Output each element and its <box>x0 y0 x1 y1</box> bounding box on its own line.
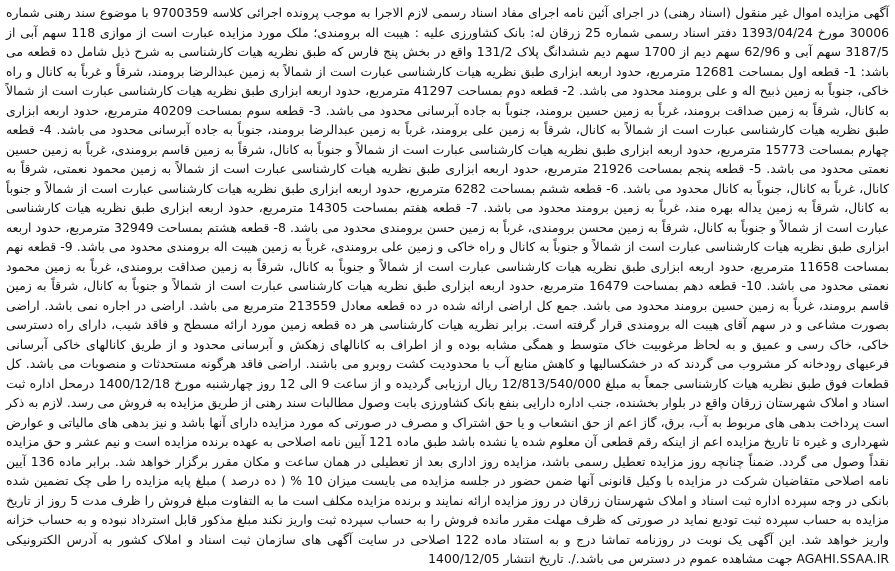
publish-date: تاریخ انتشار 1400/12/05 <box>428 551 564 566</box>
notice-body-text: آگهی مزایده اموال غیر منقول (اسناد رهنی) در اجرای آئین نامه اجرای مفاد اسناد رسمی لازم الاجرا به موجب پرونده اجرائی کلاسه 9700359 با موضوع سند رهنی شماره 30006 مورخ 1393/04/24 دفتر اسناد رسمی شماره 25 زرقان له: بانک کشاورزی علیه : هیبت اله برومندی؛ ملک مورد مزایده عبارت است از موازی 118 سهم آبی از 3187/5 سهم آبی و 62/96 سهم دیم از 1700 سهم دیم ششدانگ پلاک 131/2 واقع در بخش پنج فارس که طبق نظریه هیات کارشناسی به شرح ذیل شامل ده قطعه می باشد: 1- قطعه اول بمساحت 12681 مترمربع، حدود اربعه ابزاری طبق نظریه هیات کارشناسی عبارت است از شمالاً به زمین عبدالرضا برومند، شرقاً و غرباً به کانال و راه خاکی، جنوباً به زمین ذبیح اله و علی برومند محدود می باشد. 2- قطعه دوم بمساحت 41297 مترمربع، حدود اربعه ابزاری طبق نظریه هیات کارشناسی عبارت است از شمالاً به کانال، شرقاً به زمین صداقت برومند، غرباً به زمین حسین برومند، جنوباً به جاده آبرسانی محدود می باشد. 3- قطعه سوم بمساحت 40209 مترمربع، حدود اربعه ابزاری طبق نظریه هیات کارشناسی عبارت است از شمالاً به کانال، شرقاً به زمین علی برومند، غرباً به زمین عبدالرضا برومند، جنوباً به جاده آبرسانی محدود می باشد. 4- قطعه چهارم بمساحت 15773 مترمربع، حدود اربعه ابزاری طبق نظریه هیات کارشناسی عبارت است از شمالاً و جنوباً به کانال، شرقاً به زمین قاسم برومندی، غرباً به زمین حسین نعمتی محدود می باشد. 5- قطعه پنجم بمساحت 21926 مترمربع، حدود اربعه ابزاری طبق نظریه هیات کارشناسی عبارت است از شمالاً به زمین محمود نعمتی، شرقاً به کانال، غرباً به کانال، جنوباً به کانال محدود می باشد. 6- قطعه ششم بمساحت 6282 مترمربع، حدود اربعه ابزاری طبق نظریه هیات کارشناسی عبارت است از شمالاً و جنوباً به کانال، شرقاً به زمین یداله بهره مند، غرباً به زمین برومند محدود می باشد. 7- قطعه هفتم بمساحت 14305 مترمربع، حدود اربعه ابزاری طبق نظریه هیات کارشناسی عبارت است از شمالاً و جنوباً به کانال، شرقاً به زمین محسن برومندی، غرباً به زمین حسن برومندی محدود می باشد. 8- قطعه هشتم بمساحت 32949 مترمربع، حدود اربعه ابزاری طبق نظریه هیات کارشناسی عبارت است از شمالاً و جنوباً به کانال و راه خاکی و زمین علی برومندی، غرباً به زمین هیبت اله برومندی محدود می باشد. 9- قطعه نهم بمساحت 11658 مترمربع، حدود اربعه ابزاری طبق نظریه هیات کارشناسی عبارت است از شمالاً و جنوباً به کانال، شرقاً به زمین صداقت برومندی، غرباً به زمین محمود نعمتی محدود می باشد. 10- قطعه دهم بمساحت 16479 مترمربع، حدود اربعه ابزاری طبق نظریه هیات کارشناسی عبارت است از شمالاً و جنوباً به کانال، شرقاً به زمین قاسم برومند، غرباً به زمین حسین برومند محدود می باشد. جمع کل اراضی ارائه شده در ده قطعه معادل 213559 مترمربع می باشد. اراضی در اجاره نمی باشد. اراضی بصورت مشاعی و در سهم آقای هیبت اله برومندی قرار گرفته است. برابر نظریه هیات کارشناسی هر ده قطعه زمین مورد ارائه مسطح و فاقد شیب، دارای راه دسترسی خاکی، خاک رسی و عمیق و به لحاظ مرغوبیت خاک متوسط و همگی مشابه بوده و از اطراف به کانالهای زهکش و آبرسانی محدود و از طریق کانالهای خاکی آبرسانی فرعیهای رودخانه کر مشروب می گردند که در خشکسالیها و کاهش منابع آب با محدودیت کشت روبرو می باشند. اراضی فاقد هرگونه مستحدثات و منصوبات می باشد. کل قطعات فوق طبق نظریه هیات کارشناسی جمعاً به مبلغ 12/813/540/000 ریال ارزیابی گردیده و از ساعت 9 الی 12 روز چهارشنبه مورخ 1400/12/18 درمحل اداره ثبت اسناد و املاک شهرستان زرقان واقع در بلوار بخشنده، جنب اداره دارایی بنفع بانک کشاورزی بابت وصول مطالبات سند رهنی از طریق مزایده به فروش می رسد. لازم به ذکر است پرداخت بدهی های مربوط به آب، برق، گاز اعم از حق انشعاب و یا حق اشتراک و مصرف در صورتی که مورد مزایده دارای آنها باشد و نیز بدهی های مالیاتی و عوارض شهرداری و غیره تا تاریخ مزایده اعم از اینکه رقم قطعی آن معلوم شده یا نشده باشد طبق ماده 121 آیین نامه اصلاحی به عهده برنده مزایده است و نیم عشر و حق مزایده نقداً وصول می گردد. ضمناً چنانچه روز مزایده تعطیل رسمی باشد، مزایده روز اداری بعد از تعطیلی در همان ساعت و مکان مقرر برگزار خواهد شد. برابر ماده 136 آیین نامه اصلاحی متقاضیان شرکت در مزایده با وکیل قانونی آنها ضمن حضور در جلسه مزایده می بایست میزان 10 % ( ده درصد ) مبلغ پایه مزایده را طی چک تضمین شده بانکی در وجه سپرده اداره ثبت اسناد و املاک شهرستان زرقان در روز مزایده ارائه نمایند و برنده مزایده مکلف است ما به التفاوت مبلغ فروش را ظرف مدت 5 روز از تاریخ مزایده به حساب سپرده ثبت تودیع نماید در صورتی که ظرف مهلت مقرر مانده فروش را به حساب سپرده ثبت واریز نکند مبلغ مذکور قابل استرداد نبوده و به حساب خزانه واریز خواهد شد. این آگهی یک نوبت در روزنامه تماشا درج و به استناد ماده 122 اصلاحی در سایت آگهی های سازمان ثبت اسناد و املاک کشور به آدرس الکترونیکی AGAHI.SSAA.IR جهت مشاهده عموم در دسترس می باشد./. <box>6 5 890 566</box>
